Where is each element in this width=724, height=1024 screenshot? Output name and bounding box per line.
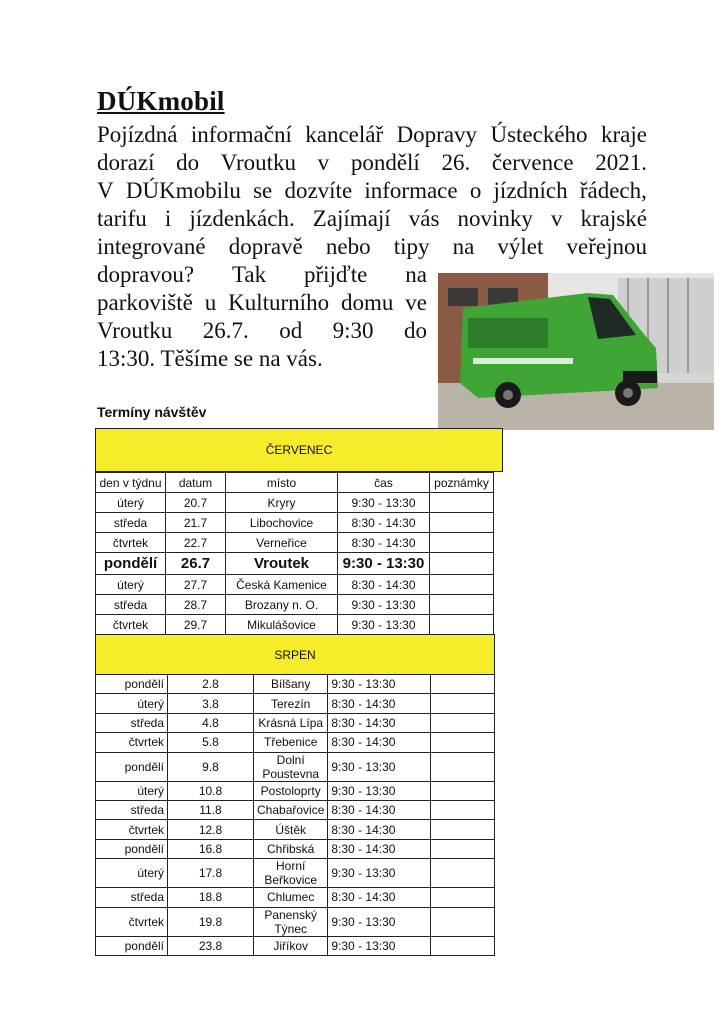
date-cell: 2.8 xyxy=(168,675,254,694)
note-cell xyxy=(430,595,494,615)
place-cell: Bílšany xyxy=(254,675,328,694)
paragraph-line: Pojízdná informační kancelář Dopravy Ústeckého kraje xyxy=(97,122,647,147)
table-row xyxy=(96,675,495,694)
table-row xyxy=(96,733,495,752)
day-cell: čtvrtek xyxy=(96,820,168,839)
date-cell: 4.8 xyxy=(168,713,254,732)
day-cell: úterý xyxy=(96,493,166,513)
paragraph-line: integrované dopravě nebo tipy na výlet veřejnou xyxy=(97,234,647,259)
paragraph-line: 13:30. Těšíme se na vás. xyxy=(97,346,323,371)
date-cell: 19.8 xyxy=(168,907,254,936)
table-row xyxy=(96,907,495,936)
date-cell: 18.8 xyxy=(168,888,254,907)
table-row xyxy=(96,820,495,839)
date-cell: 21.7 xyxy=(166,513,226,533)
table-row xyxy=(96,595,494,615)
august-schedule-table xyxy=(95,674,495,956)
column-header: místo xyxy=(226,473,338,493)
time-cell: 8:30 - 14:30 xyxy=(328,733,431,752)
day-cell: středa xyxy=(96,800,168,819)
date-cell: 23.8 xyxy=(168,936,254,955)
table-row xyxy=(96,694,495,713)
place-cell: Úštěk xyxy=(254,820,328,839)
date-cell: 11.8 xyxy=(168,800,254,819)
time-cell: 9:30 - 13:30 xyxy=(338,615,430,635)
time-cell: 8:30 - 14:30 xyxy=(328,888,431,907)
table-row xyxy=(96,839,495,858)
place-cell: Česká Kamenice xyxy=(226,575,338,595)
column-header: poznámky xyxy=(430,473,494,493)
table-row xyxy=(96,781,495,800)
day-cell: pondělí xyxy=(96,553,166,575)
time-cell: 9:30 - 13:30 xyxy=(328,907,431,936)
table-row xyxy=(96,752,495,781)
time-cell: 8:30 - 14:30 xyxy=(328,800,431,819)
day-cell: úterý xyxy=(96,575,166,595)
time-cell: 8:30 - 14:30 xyxy=(338,575,430,595)
table-row xyxy=(96,713,495,732)
day-cell: středa xyxy=(96,888,168,907)
august-header-label: SRPEN xyxy=(274,647,316,662)
table-header-row xyxy=(96,473,494,493)
place-cell: Jiříkov xyxy=(254,936,328,955)
day-cell: pondělí xyxy=(96,752,168,781)
note-cell xyxy=(431,752,495,781)
time-cell: 9:30 - 13:30 xyxy=(328,781,431,800)
note-cell xyxy=(430,575,494,595)
page-title: DÚKmobil xyxy=(97,86,225,116)
note-cell xyxy=(430,493,494,513)
table-row xyxy=(96,575,494,595)
place-cell: Kryry xyxy=(226,493,338,513)
place-cell: Chřibská xyxy=(254,839,328,858)
date-cell: 22.7 xyxy=(166,533,226,553)
place-cell: Horní Beřkovice xyxy=(254,859,328,888)
note-cell xyxy=(431,859,495,888)
date-cell: 17.8 xyxy=(168,859,254,888)
highlighted-table-row xyxy=(96,553,494,575)
note-cell xyxy=(430,533,494,553)
date-cell: 27.7 xyxy=(166,575,226,595)
date-cell: 9.8 xyxy=(168,752,254,781)
time-cell: 9:30 - 13:30 xyxy=(328,752,431,781)
note-cell xyxy=(431,907,495,936)
date-cell: 16.8 xyxy=(168,839,254,858)
table-row xyxy=(96,615,494,635)
date-cell: 10.8 xyxy=(168,781,254,800)
place-cell: Terezín xyxy=(254,694,328,713)
day-cell: úterý xyxy=(96,859,168,888)
day-cell: čtvrtek xyxy=(96,907,168,936)
time-cell: 9:30 - 13:30 xyxy=(338,553,430,575)
place-cell: Dolní Poustevna xyxy=(254,752,328,781)
place-cell: Chabařovice xyxy=(254,800,328,819)
august-header xyxy=(95,634,495,675)
paragraph-line: parkoviště u Kulturního domu ve xyxy=(97,290,427,315)
july-header xyxy=(95,428,503,472)
day-cell: čtvrtek xyxy=(96,733,168,752)
note-cell xyxy=(431,820,495,839)
date-cell: 3.8 xyxy=(168,694,254,713)
place-cell: Verneřice xyxy=(226,533,338,553)
place-cell: Chlumec xyxy=(254,888,328,907)
time-cell: 8:30 - 14:30 xyxy=(328,820,431,839)
day-cell: pondělí xyxy=(96,839,168,858)
table-row xyxy=(96,936,495,955)
green-van-photo xyxy=(438,273,714,430)
note-cell xyxy=(431,936,495,955)
column-header: datum xyxy=(166,473,226,493)
time-cell: 8:30 - 14:30 xyxy=(328,694,431,713)
date-cell: 20.7 xyxy=(166,493,226,513)
july-header-label: ČERVENEC xyxy=(265,443,333,457)
day-cell: pondělí xyxy=(96,936,168,955)
note-cell xyxy=(430,513,494,533)
place-cell: Mikulášovice xyxy=(226,615,338,635)
day-cell: čtvrtek xyxy=(96,615,166,635)
paragraph-line: V DÚKmobilu se dozvíte informace o jízdních řádech, xyxy=(97,178,647,203)
day-cell: středa xyxy=(96,595,166,615)
time-cell: 9:30 - 13:30 xyxy=(338,493,430,513)
note-cell xyxy=(431,781,495,800)
date-cell: 12.8 xyxy=(168,820,254,839)
time-cell: 9:30 - 13:30 xyxy=(328,859,431,888)
place-cell: Vroutek xyxy=(226,553,338,575)
table-row xyxy=(96,513,494,533)
column-header: čas xyxy=(338,473,430,493)
place-cell: Panenský Týnec xyxy=(254,907,328,936)
time-cell: 8:30 - 14:30 xyxy=(328,713,431,732)
time-cell: 8:30 - 14:30 xyxy=(328,839,431,858)
place-cell: Brozany n. O. xyxy=(226,595,338,615)
note-cell xyxy=(431,675,495,694)
place-cell: Krásná Lípa xyxy=(254,713,328,732)
time-cell: 8:30 - 14:30 xyxy=(338,533,430,553)
place-cell: Postoloprty xyxy=(254,781,328,800)
time-cell: 9:30 - 13:30 xyxy=(338,595,430,615)
date-cell: 28.7 xyxy=(166,595,226,615)
note-cell xyxy=(431,839,495,858)
place-cell: Třebenice xyxy=(254,733,328,752)
table-row xyxy=(96,800,495,819)
day-cell: úterý xyxy=(96,694,168,713)
time-cell: 8:30 - 14:30 xyxy=(338,513,430,533)
table-row xyxy=(96,859,495,888)
july-schedule-table xyxy=(95,472,494,635)
place-cell: Libochovice xyxy=(226,513,338,533)
table-row xyxy=(96,888,495,907)
paragraph-line: dorazí do Vroutku v pondělí 26. července 2021. xyxy=(97,150,647,175)
note-cell xyxy=(431,694,495,713)
table-row xyxy=(96,533,494,553)
day-cell: středa xyxy=(96,513,166,533)
time-cell: 9:30 - 13:30 xyxy=(328,675,431,694)
day-cell: čtvrtek xyxy=(96,533,166,553)
table-row xyxy=(96,493,494,513)
date-cell: 26.7 xyxy=(166,553,226,575)
date-cell: 29.7 xyxy=(166,615,226,635)
day-cell: pondělí xyxy=(96,675,168,694)
paragraph-line: dopravou? Tak přijďte na xyxy=(97,262,427,287)
note-cell xyxy=(430,615,494,635)
column-header: den v týdnu xyxy=(96,473,166,493)
time-cell: 9:30 - 13:30 xyxy=(328,936,431,955)
note-cell xyxy=(431,733,495,752)
note-cell xyxy=(431,800,495,819)
schedule-heading: Termíny návštěv xyxy=(97,404,207,420)
day-cell: středa xyxy=(96,713,168,732)
note-cell xyxy=(431,888,495,907)
day-cell: úterý xyxy=(96,781,168,800)
paragraph-line: Vroutku 26.7. od 9:30 do xyxy=(97,318,427,343)
note-cell xyxy=(431,713,495,732)
note-cell xyxy=(430,553,494,575)
date-cell: 5.8 xyxy=(168,733,254,752)
paragraph-line: tarifu i jízdenkách. Zajímají vás novinky v krajské xyxy=(97,206,647,231)
